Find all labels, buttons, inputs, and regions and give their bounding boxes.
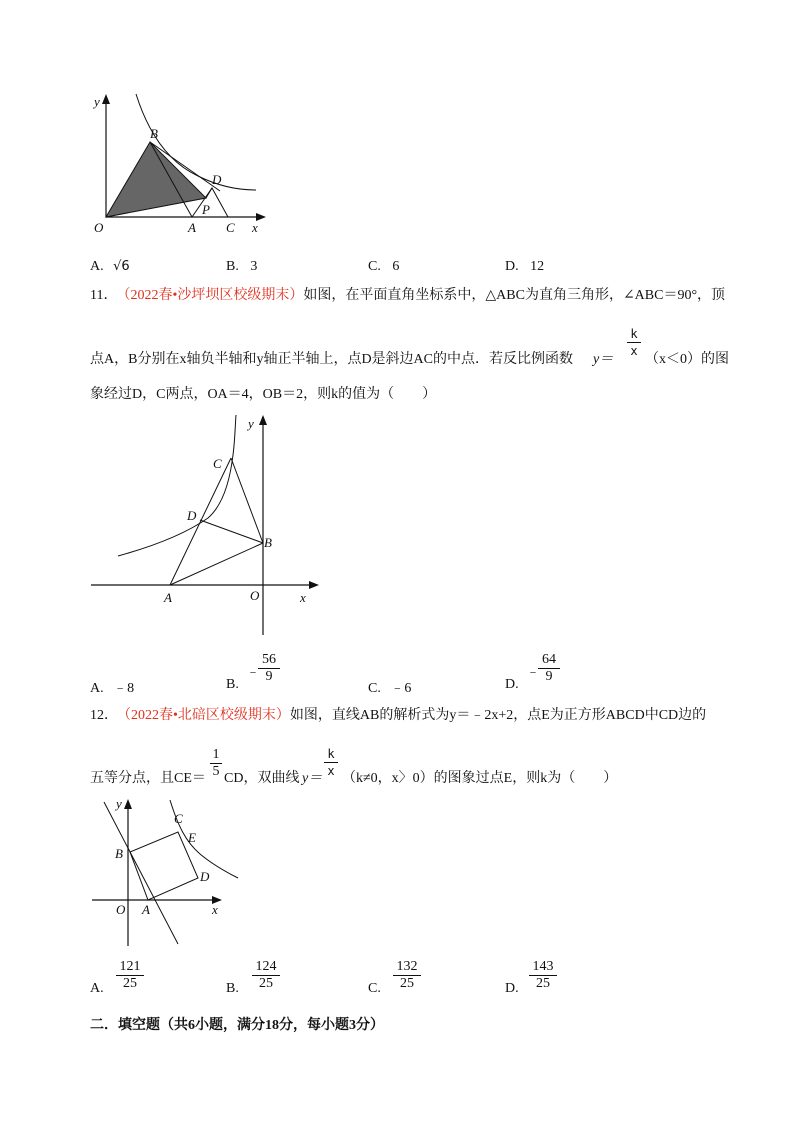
q10-label-y: y bbox=[94, 94, 100, 109]
q11-line1: 11． （2022春•沙坪坝区校级期末）如图，在平面直角坐标系中，△ABC为直角三角形，∠ABC＝90°，顶 bbox=[90, 288, 726, 303]
q11-option-d-fraction: 64 9 bbox=[538, 652, 560, 685]
q12-label-y: y bbox=[116, 796, 122, 811]
q11-fn-fraction: k x bbox=[627, 326, 641, 359]
q12-option-b-letter[interactable]: B. bbox=[226, 981, 239, 996]
q12-label-b: B bbox=[115, 846, 123, 861]
q10-label-c: C bbox=[226, 220, 235, 235]
q12-ce-fraction: 1 5 bbox=[210, 747, 222, 780]
q11-line3: 象经过D，C两点，OA＝4，OB＝2，则k的值为（ ） bbox=[90, 387, 437, 402]
q10-option-a[interactable]: A. √6 bbox=[90, 259, 130, 274]
q12-label-c: C bbox=[174, 811, 183, 826]
q12-line2c: （k≠0，x〉0）的图象过点E，则k为（ ） bbox=[342, 771, 618, 786]
q10-figure bbox=[88, 92, 278, 240]
q12-line2b: CD，双曲线 bbox=[224, 771, 300, 786]
q11-option-a[interactable]: A. ﹣8 bbox=[90, 681, 135, 696]
q11-number: 11． bbox=[90, 288, 118, 303]
q12-option-a-letter[interactable]: A. bbox=[90, 981, 104, 996]
section-2-title: 二．填空题（共6小题，满分18分，每小题3分） bbox=[90, 1018, 384, 1033]
q11-label-o: O bbox=[250, 588, 260, 603]
q11-label-y: y bbox=[248, 416, 254, 431]
q12-number: 12． bbox=[90, 708, 118, 723]
q11-label-a: A bbox=[164, 590, 172, 605]
q10-option-a-value: √6 bbox=[113, 259, 130, 274]
q10-option-d[interactable]: D. 12 bbox=[505, 259, 545, 274]
q12-option-a-fraction: 121 25 bbox=[116, 959, 144, 992]
q12-label-x: x bbox=[212, 902, 218, 917]
q11-option-b-letter[interactable]: B. bbox=[226, 677, 239, 692]
q12-label-a: A bbox=[142, 902, 150, 917]
q10-label-d: D bbox=[212, 172, 222, 187]
q12-fn-prefix: y＝ bbox=[302, 771, 323, 786]
q11-label-c: C bbox=[213, 456, 222, 471]
q11-option-b-sign: ﹣ bbox=[246, 665, 260, 680]
q10-label-a: A bbox=[188, 220, 196, 235]
q12-label-o: O bbox=[116, 902, 126, 917]
q11-option-d-letter[interactable]: D. bbox=[505, 677, 519, 692]
q11-figure bbox=[88, 410, 328, 638]
q11-option-d-sign: ﹣ bbox=[526, 665, 540, 680]
q12-label-e: E bbox=[188, 830, 196, 845]
q10-label-p: P bbox=[202, 202, 210, 217]
q11-line2a: 点A，B分别在x轴负半轴和y轴正半轴上，点D是斜边AC的中点．若反比例函数 bbox=[90, 352, 574, 367]
q12-option-c-letter[interactable]: C. bbox=[368, 981, 381, 996]
q12-option-c-fraction: 132 25 bbox=[393, 959, 421, 992]
q12-option-d-fraction: 143 25 bbox=[529, 959, 557, 992]
q11-label-b: B bbox=[264, 535, 272, 550]
q11-option-b-fraction: 56 9 bbox=[258, 652, 280, 685]
q10-label-o: O bbox=[94, 220, 104, 235]
q10-option-c[interactable]: C. 6 bbox=[368, 259, 400, 274]
q12-label-d: D bbox=[200, 869, 210, 884]
q11-source: （2022春•沙坪坝区校级期末） bbox=[123, 288, 304, 303]
q12-option-d-letter[interactable]: D. bbox=[505, 981, 519, 996]
q11-label-x: x bbox=[300, 590, 306, 605]
q12-figure bbox=[90, 796, 240, 948]
q11-option-c[interactable]: C. ﹣6 bbox=[368, 681, 412, 696]
q10-label-x: x bbox=[252, 220, 258, 235]
q11-fn-prefix: y＝ bbox=[593, 352, 614, 367]
q12-line1: 12． （2022春•北碚区校级期末）如图，直线AB的解析式为y＝﹣2x+2，点E为正方形ABCD中CD边的 bbox=[90, 708, 707, 723]
q12-line2a: 五等分点，且CE＝ bbox=[90, 771, 206, 786]
q11-label-d: D bbox=[187, 508, 197, 523]
q12-option-b-fraction: 124 25 bbox=[252, 959, 280, 992]
q10-label-b: B bbox=[150, 126, 158, 141]
q10-option-b[interactable]: B. 3 bbox=[226, 259, 258, 274]
q11-line2b: （x＜0）的图 bbox=[645, 352, 729, 367]
q12-fn-fraction: k x bbox=[324, 746, 338, 779]
q12-source: （2022春•北碚区校级期末） bbox=[124, 708, 290, 723]
